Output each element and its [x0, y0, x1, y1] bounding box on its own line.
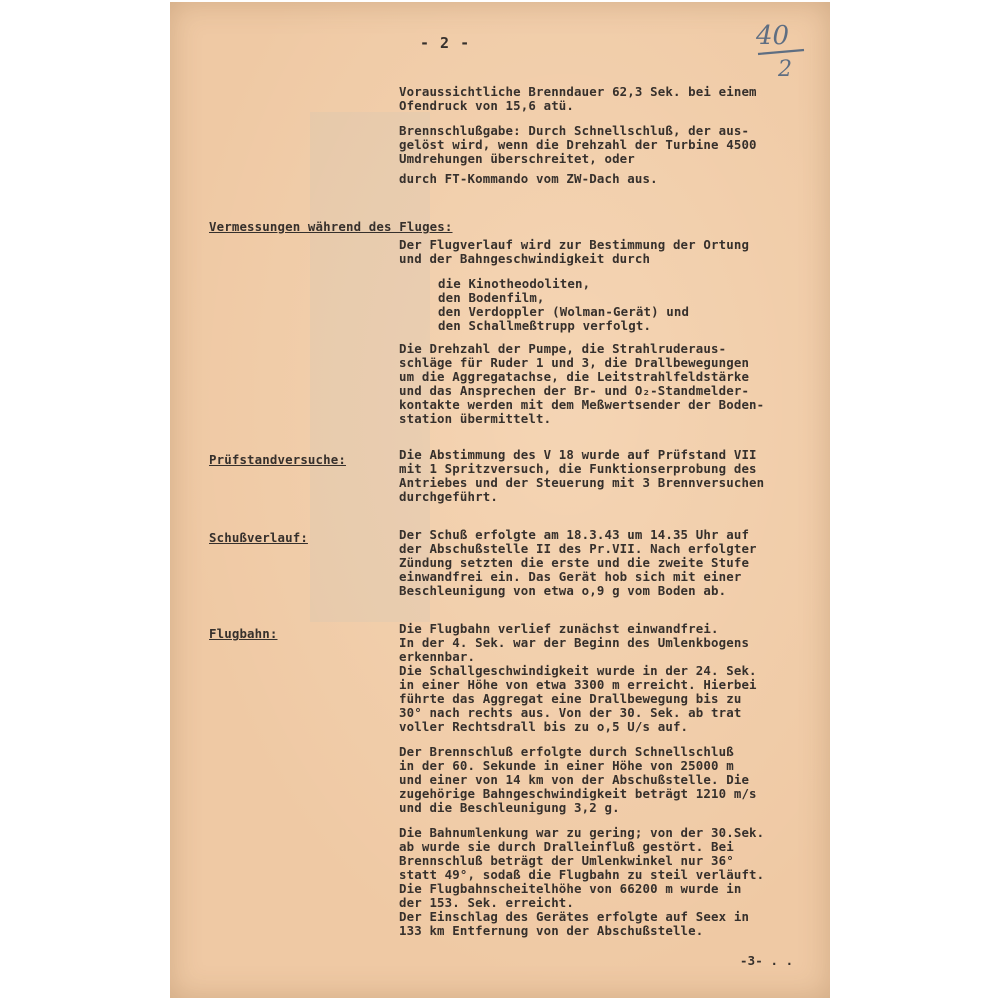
section-heading-vermessungen: Vermessungen während des Fluges: [209, 219, 453, 234]
body-line: Die Flugbahnscheitelhöhe von 66200 m wurde in [399, 881, 742, 896]
body-line: Antriebes und der Steuerung mit 3 Brennversuchen [399, 475, 765, 490]
body-line: und die Beschleunigung 3,2 g. [399, 800, 620, 815]
body-line: um die Aggregatachse, die Leitstrahlfeldstärke [399, 369, 750, 384]
section-heading-flugbahn: Flugbahn: [209, 626, 278, 641]
body-line: zugehörige Bahngeschwindigkeit beträgt 1210 m/s [399, 786, 757, 801]
intro-line: Brennschlußgabe: Durch Schnellschluß, der aus- [399, 123, 750, 138]
body-line: ab wurde sie durch Dralleinfluß gestört. Bei [399, 839, 734, 854]
list-item: den Bodenfilm, [438, 290, 545, 305]
next-page-marker: -3- . . [740, 953, 794, 968]
body-line: Die Schallgeschwindigkeit wurde in der 24. Sek. [399, 663, 757, 678]
body-line: kontakte werden mit dem Meßwertsender der Boden- [399, 397, 765, 412]
intro-line: gelöst wird, wenn die Drehzahl der Turbine 4500 [399, 137, 757, 152]
body-line: Die Flugbahn verlief zunächst einwandfrei. [399, 621, 719, 636]
body-line: voller Rechtsdrall bis zu o,5 U/s auf. [399, 719, 689, 734]
body-line: und das Ansprechen der Br- und O₂-Standmelder- [399, 383, 750, 398]
body-line: 30° nach rechts aus. Von der 30. Sek. ab trat [399, 705, 742, 720]
body-line: und einer von 14 km von der Abschußstelle. Die [399, 772, 750, 787]
list-item: den Verdoppler (Wolman-Gerät) und [438, 304, 690, 319]
folio-number: 40 [756, 21, 790, 51]
body-line: station übermittelt. [399, 411, 552, 426]
body-line: Der Brennschluß erfolgte durch Schnellschluß [399, 744, 734, 759]
body-line: der 153. Sek. erreicht. [399, 895, 575, 910]
body-line: Brennschluß beträgt der Umlenkwinkel nur 36° [399, 853, 734, 868]
body-line: Zündung setzten die erste und die zweite Stufe [399, 555, 750, 570]
body-line: statt 49°, sodaß die Flugbahn zu steil verläuft. [399, 867, 765, 882]
section-heading-pruefstand: Prüfstandversuche: [209, 452, 346, 467]
body-line: 133 km Entfernung von der Abschußstelle. [399, 923, 704, 938]
body-line: Die Drehzahl der Pumpe, die Strahlruderaus- [399, 341, 727, 356]
list-item: den Schallmeßtrupp verfolgt. [438, 318, 652, 333]
handwritten-folio-mark [752, 14, 810, 84]
section-heading-schuss: Schußverlauf: [209, 530, 308, 545]
body-line: Der Flugverlauf wird zur Bestimmung der Ortung [399, 237, 750, 252]
body-line: und der Bahngeschwindigkeit durch [399, 251, 651, 266]
body-line: In der 4. Sek. war der Beginn des Umlenkbogens [399, 635, 750, 650]
body-line: in einer Höhe von etwa 3300 m erreicht. Hierbei [399, 677, 757, 692]
body-line: Der Schuß erfolgte am 18.3.43 um 14.35 Uhr auf [399, 527, 750, 542]
body-line: durchgeführt. [399, 489, 498, 504]
body-line: Die Bahnumlenkung war zu gering; von der 30.Sek. [399, 825, 765, 840]
body-line: führte das Aggregat eine Drallbewegung bis zu [399, 691, 742, 706]
body-line: Die Abstimmung des V 18 wurde auf Prüfstand VII [399, 447, 757, 462]
body-line: der Abschußstelle II des Pr.VII. Nach erfolgter [399, 541, 757, 556]
body-line: in der 60. Sekunde in einer Höhe von 25000 m [399, 758, 734, 773]
list-item: die Kinotheodoliten, [438, 276, 591, 291]
body-line: mit 1 Spritzversuch, die Funktionserprobung des [399, 461, 757, 476]
intro-line: Voraussichtliche Brenndauer 62,3 Sek. bei einem [399, 84, 757, 99]
intro-line: Umdrehungen überschreitet, oder [399, 151, 635, 166]
body-line: erkennbar. [399, 649, 476, 664]
folio-sub: 2 [778, 57, 792, 82]
body-line: schläge für Ruder 1 und 3, die Drallbewegungen [399, 355, 750, 370]
intro-line: durch FT-Kommando vom ZW-Dach aus. [399, 171, 658, 186]
body-line: Beschleunigung von etwa o,9 g vom Boden ab. [399, 583, 727, 598]
body-line: Der Einschlag des Gerätes erfolgte auf Seex in [399, 909, 750, 924]
intro-line: Ofendruck von 15,6 atü. [399, 98, 575, 113]
page-number: - 2 - [420, 34, 471, 52]
body-line: einwandfrei ein. Das Gerät hob sich mit einer [399, 569, 742, 584]
